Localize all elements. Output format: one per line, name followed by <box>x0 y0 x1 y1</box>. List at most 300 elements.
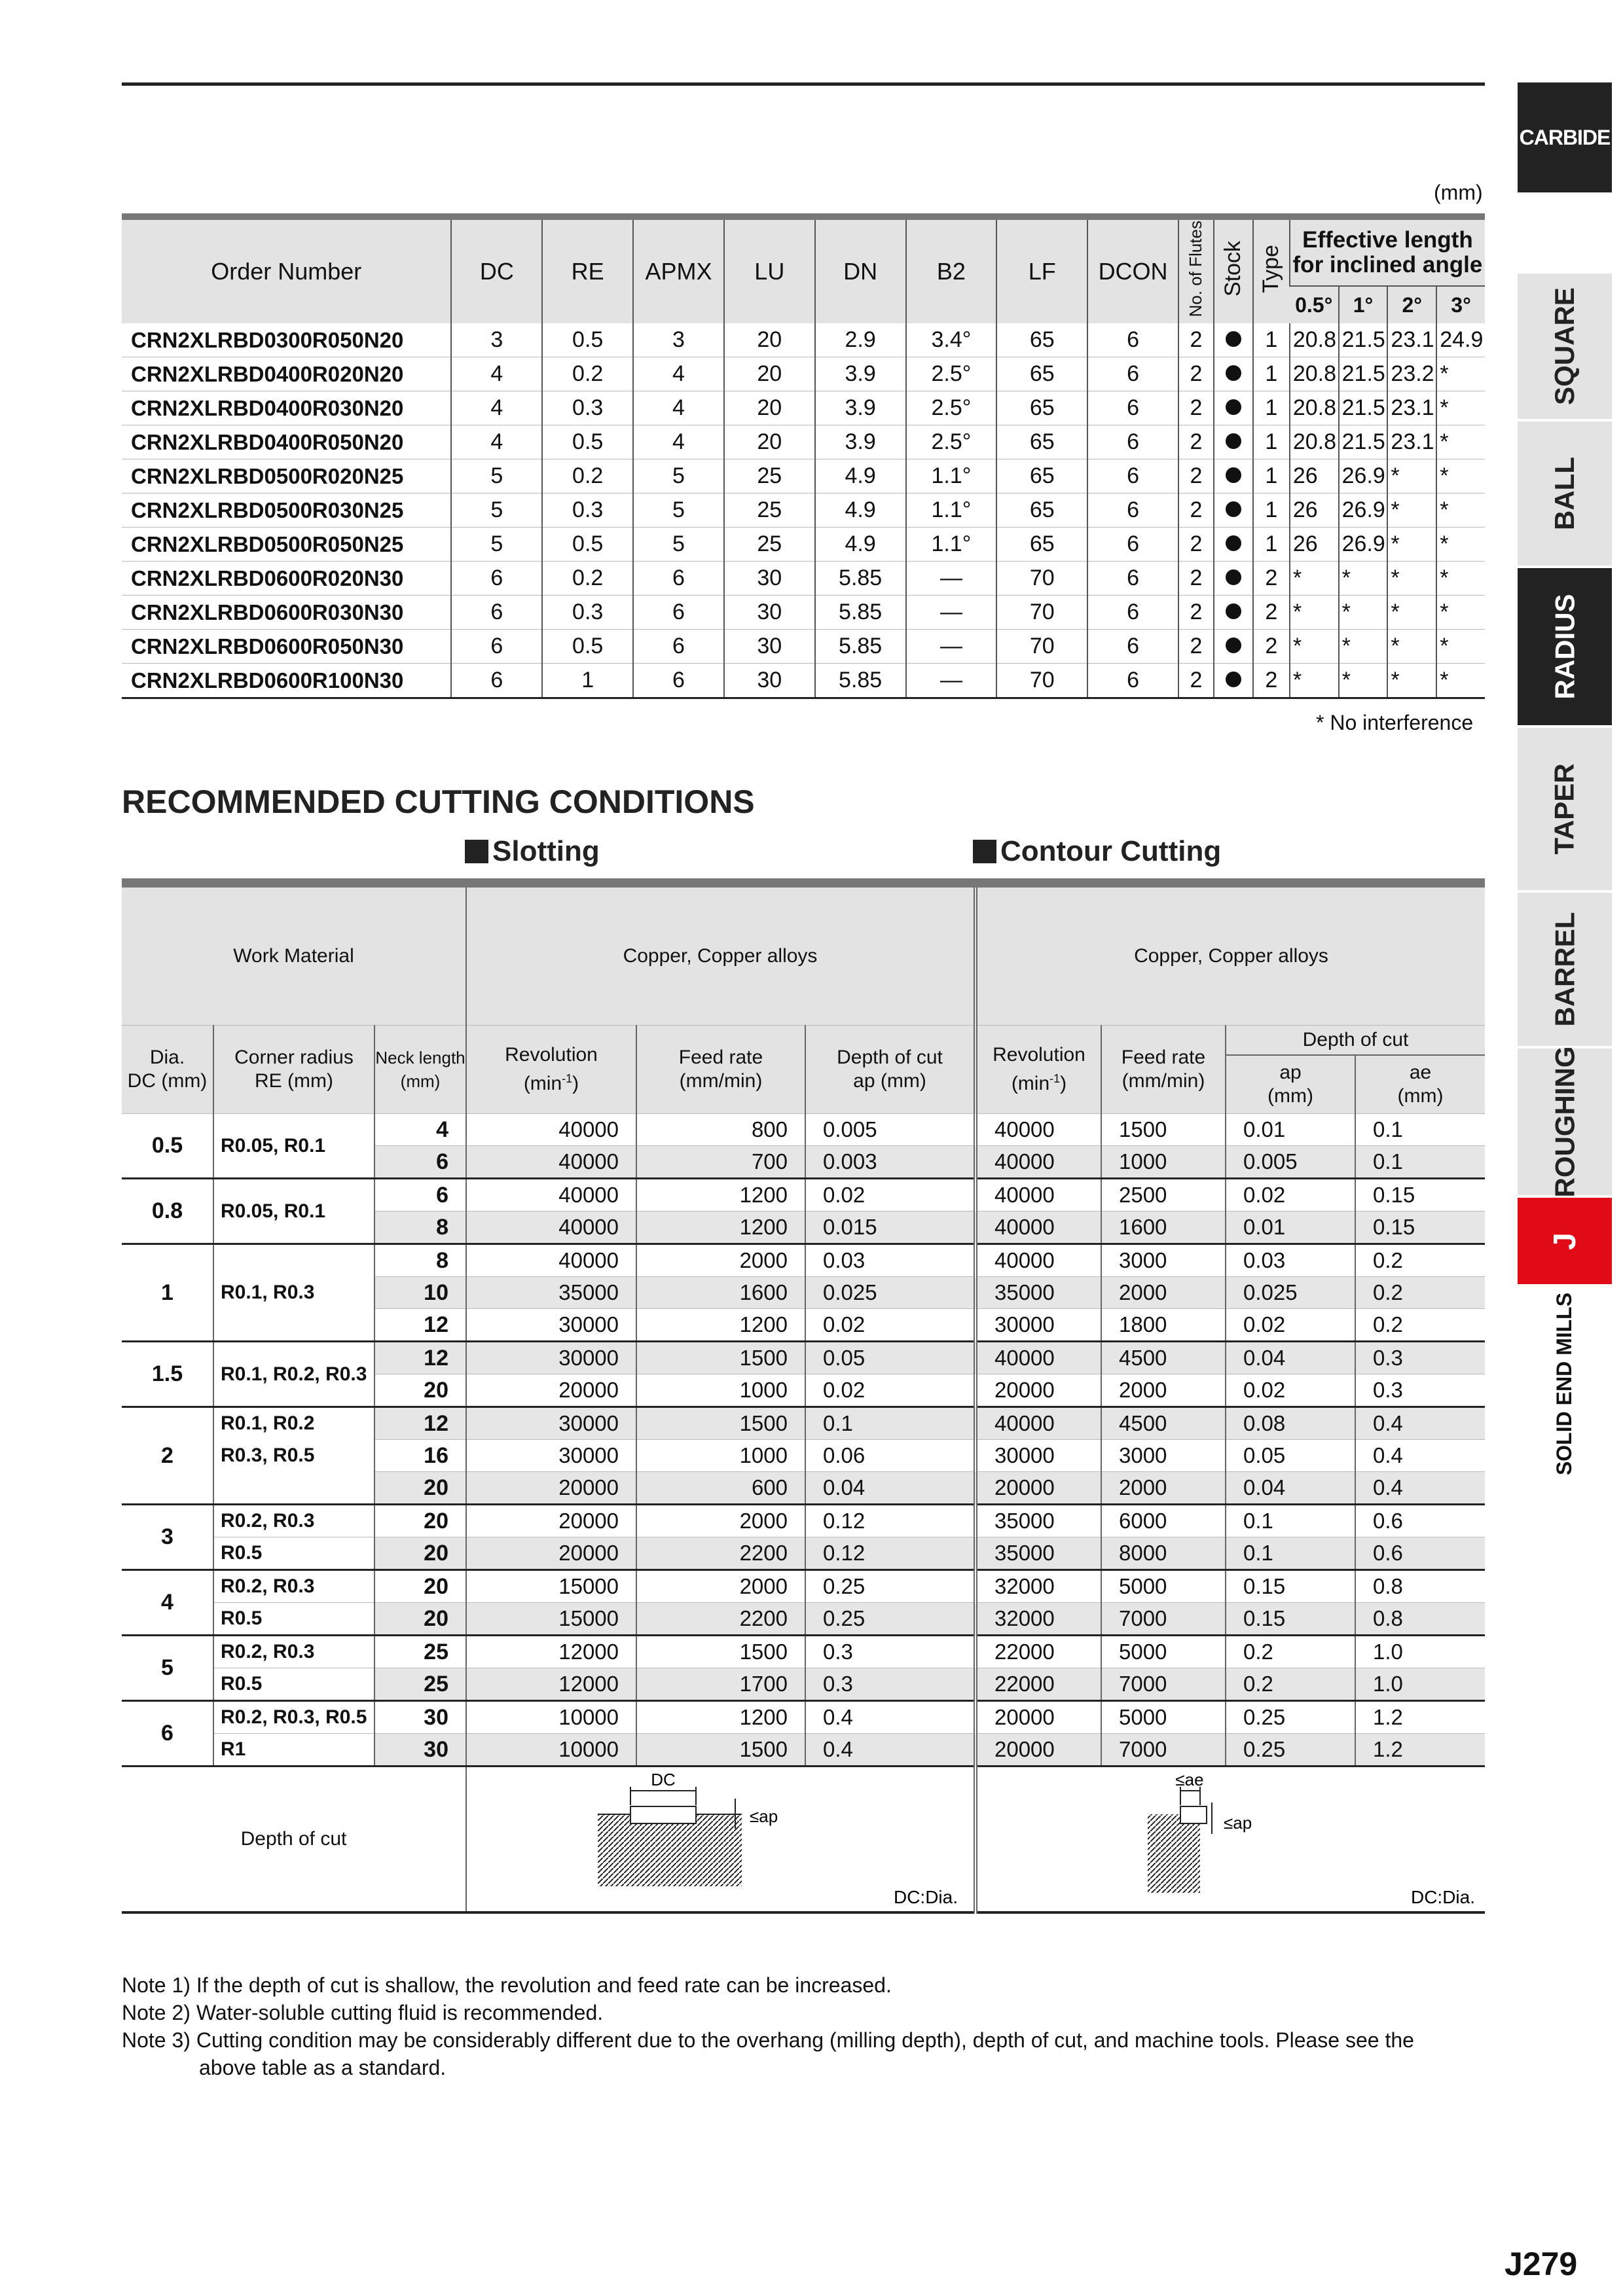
cell-crev: 40000 <box>976 1211 1101 1244</box>
cell-crev: 22000 <box>976 1636 1101 1668</box>
cell-cae: 0.15 <box>1355 1179 1485 1211</box>
product-table <box>122 213 1485 699</box>
cell-cfeed: 4500 <box>1101 1407 1226 1440</box>
cell-flutes: 2 <box>1178 323 1214 357</box>
work-material-label: Work Material <box>122 883 466 1026</box>
cell-stock <box>1214 323 1253 357</box>
ae-label: ≤ae <box>1175 1770 1204 1789</box>
cell-lu: 20 <box>724 323 815 357</box>
square-bullet-icon <box>973 840 996 863</box>
material-contour: Copper, Copper alloys <box>976 883 1485 1026</box>
cell-dc: 6 <box>451 562 542 596</box>
cell-flutes: 2 <box>1178 493 1214 528</box>
col-type-label: Type <box>1258 244 1284 293</box>
cell-lf: 65 <box>996 425 1087 459</box>
cell-dcon: 6 <box>1087 562 1178 596</box>
contour-diagram <box>977 1768 1482 1910</box>
cell-cfeed: 1600 <box>1101 1211 1226 1244</box>
cell-corner-radius: R0.5 <box>213 1668 374 1701</box>
material-slotting: Copper, Copper alloys <box>466 883 976 1026</box>
cell-feed: 2000 <box>636 1244 805 1277</box>
cell-dc: 4 <box>451 357 542 391</box>
cell-neck: 20 <box>374 1505 466 1537</box>
cell-lu: 25 <box>724 493 815 528</box>
cell-crev: 20000 <box>976 1472 1101 1505</box>
cell-dia: 1.5 <box>122 1342 213 1407</box>
cell-feed: 600 <box>636 1472 805 1505</box>
cell-b2: 2.5° <box>906 391 997 425</box>
hdr-ae-label: ae <box>1409 1062 1432 1083</box>
cell-lu: 25 <box>724 459 815 493</box>
cell-dn: 4.9 <box>815 528 906 562</box>
cell-type: 2 <box>1253 664 1290 698</box>
contour-heading <box>973 835 1221 868</box>
cell-corner-radius: R0.2, R0.3 <box>213 1570 374 1603</box>
cell-cae: 0.3 <box>1355 1374 1485 1407</box>
cutting-table-body <box>122 1114 1485 1767</box>
cell-stock <box>1214 459 1253 493</box>
hdr-contour-feed <box>1101 1026 1226 1114</box>
cell-feed: 2200 <box>636 1537 805 1570</box>
contour-diagram-cell <box>976 1767 1485 1913</box>
cell-dcon: 6 <box>1087 528 1178 562</box>
cell-feed: 1200 <box>636 1179 805 1211</box>
cell-lf: 65 <box>996 459 1087 493</box>
cell-cae: 1.0 <box>1355 1668 1485 1701</box>
cell-cae: 0.4 <box>1355 1440 1485 1472</box>
note-2: Note 2) Water-soluble cutting fluid is recommended. <box>122 2001 604 2024</box>
cell-type: 2 <box>1253 596 1290 630</box>
cell-cfeed: 2000 <box>1101 1472 1226 1505</box>
cell-rev: 12000 <box>466 1636 636 1668</box>
slotting-label: Slotting <box>492 835 600 867</box>
cell-feed: 1200 <box>636 1309 805 1342</box>
cell-ap: 0.3 <box>805 1636 976 1668</box>
condition-row <box>122 1668 1485 1701</box>
condition-row <box>122 1603 1485 1636</box>
cell-feed: 1500 <box>636 1734 805 1767</box>
cell-cap: 0.15 <box>1226 1570 1355 1603</box>
cell-dcon: 6 <box>1087 357 1178 391</box>
cell-stock <box>1214 664 1253 698</box>
cell-feed: 1500 <box>636 1407 805 1440</box>
cell-eff-2: * <box>1387 493 1436 528</box>
cell-rev: 10000 <box>466 1701 636 1734</box>
col-stock <box>1214 217 1253 323</box>
condition-row <box>122 1701 1485 1734</box>
cell-eff-05: 20.8 <box>1290 425 1339 459</box>
cell-neck: 6 <box>374 1179 466 1211</box>
cell-crev: 40000 <box>976 1244 1101 1277</box>
tab-barrel[interactable] <box>1518 893 1612 1049</box>
cell-crev: 35000 <box>976 1277 1101 1309</box>
cell-cae: 1.2 <box>1355 1734 1485 1767</box>
cell-ap: 0.4 <box>805 1701 976 1734</box>
condition-row <box>122 1472 1485 1505</box>
cell-cae: 0.6 <box>1355 1505 1485 1537</box>
cell-cae: 0.15 <box>1355 1211 1485 1244</box>
product-row <box>122 528 1485 562</box>
tab-spacer <box>1518 195 1612 274</box>
cell-cfeed: 6000 <box>1101 1505 1226 1537</box>
col-flutes-label: No. of Flutes <box>1186 221 1206 317</box>
cell-neck: 25 <box>374 1668 466 1701</box>
cell-flutes: 2 <box>1178 357 1214 391</box>
cell-dia: 2 <box>122 1407 213 1505</box>
cell-rev: 40000 <box>466 1114 636 1146</box>
stock-bullet-icon <box>1226 399 1241 415</box>
product-row <box>122 596 1485 630</box>
cell-lf: 65 <box>996 323 1087 357</box>
stock-bullet-icon <box>1226 501 1241 517</box>
dc-label: DC <box>651 1770 676 1789</box>
cell-corner-radius: R0.2, R0.3 <box>213 1636 374 1668</box>
cell-cfeed: 4500 <box>1101 1342 1226 1374</box>
hdr-cr-unit: RE (mm) <box>255 1070 333 1092</box>
cell-ap: 0.003 <box>805 1146 976 1179</box>
cell-b2: — <box>906 664 997 698</box>
cell-eff-3: * <box>1436 596 1485 630</box>
cell-neck: 20 <box>374 1472 466 1505</box>
cell-order-number: CRN2XLRBD0600R050N30 <box>122 630 451 664</box>
cell-cae: 0.1 <box>1355 1146 1485 1179</box>
hdr-dia-label: Dia. <box>149 1047 185 1068</box>
cell-feed: 1700 <box>636 1668 805 1701</box>
cell-cfeed: 7000 <box>1101 1603 1226 1636</box>
cell-ap: 0.1 <box>805 1407 976 1440</box>
cell-dc: 3 <box>451 323 542 357</box>
cell-eff-05: 26 <box>1290 459 1339 493</box>
cell-rev: 35000 <box>466 1277 636 1309</box>
hdr-ae <box>1355 1055 1485 1114</box>
cell-feed: 1200 <box>636 1211 805 1244</box>
cell-lu: 30 <box>724 562 815 596</box>
stock-bullet-icon <box>1226 331 1241 347</box>
cell-order-number: CRN2XLRBD0400R030N20 <box>122 391 451 425</box>
cell-eff-3: * <box>1436 459 1485 493</box>
cell-cfeed: 3000 <box>1101 1440 1226 1472</box>
col-flutes <box>1178 217 1214 323</box>
cell-b2: — <box>906 562 997 596</box>
cell-type: 1 <box>1253 459 1290 493</box>
cell-eff-2: * <box>1387 459 1436 493</box>
cell-lf: 65 <box>996 528 1087 562</box>
cell-type: 1 <box>1253 391 1290 425</box>
condition-row <box>122 1734 1485 1767</box>
stock-bullet-icon <box>1226 433 1241 449</box>
cell-b2: 1.1° <box>906 459 997 493</box>
cell-lf: 65 <box>996 357 1087 391</box>
cell-cap: 0.2 <box>1226 1636 1355 1668</box>
cell-dn: 4.9 <box>815 459 906 493</box>
cell-ap: 0.005 <box>805 1114 976 1146</box>
tool-profile <box>1180 1806 1207 1823</box>
cell-dcon: 6 <box>1087 493 1178 528</box>
cell-flutes: 2 <box>1178 562 1214 596</box>
cell-cfeed: 7000 <box>1101 1734 1226 1767</box>
cell-type: 1 <box>1253 425 1290 459</box>
tab-ball[interactable] <box>1518 422 1612 568</box>
tab-taper[interactable] <box>1518 728 1612 893</box>
hdr-feed-rate <box>636 1026 805 1114</box>
cell-cap: 0.08 <box>1226 1407 1355 1440</box>
product-row <box>122 391 1485 425</box>
cell-lu: 30 <box>724 664 815 698</box>
cell-apmx: 3 <box>633 323 724 357</box>
cell-flutes: 2 <box>1178 528 1214 562</box>
cell-rev: 30000 <box>466 1309 636 1342</box>
cell-eff-2: * <box>1387 664 1436 698</box>
cell-order-number: CRN2XLRBD0400R020N20 <box>122 357 451 391</box>
cell-eff-3: * <box>1436 664 1485 698</box>
cell-dc: 5 <box>451 459 542 493</box>
cell-apmx: 6 <box>633 596 724 630</box>
cell-eff-3: * <box>1436 528 1485 562</box>
cell-flutes: 2 <box>1178 459 1214 493</box>
cell-dc: 6 <box>451 596 542 630</box>
cell-dia: 0.8 <box>122 1179 213 1244</box>
cell-dn: 4.9 <box>815 493 906 528</box>
hdr-crev-unit: $(\min^{-1})$ <box>1011 1072 1067 1094</box>
cell-dn: 5.85 <box>815 630 906 664</box>
cell-eff-2: * <box>1387 562 1436 596</box>
cell-corner-radius: R0.5 <box>213 1603 374 1636</box>
square-bullet-icon <box>465 840 488 863</box>
cell-cap: 0.01 <box>1226 1211 1355 1244</box>
cell-corner-radius <box>213 1472 374 1505</box>
tab-solid-end-mills <box>1518 1287 1612 1480</box>
cell-b2: — <box>906 596 997 630</box>
tab-radius-label: RADIUS <box>1549 594 1580 700</box>
cell-corner-radius: R0.1, R0.2 <box>213 1407 374 1440</box>
cell-corner-radius: R0.3, R0.5 <box>213 1440 374 1472</box>
cell-stock <box>1214 562 1253 596</box>
product-row <box>122 459 1485 493</box>
cell-cap: 0.025 <box>1226 1277 1355 1309</box>
tab-j[interactable] <box>1518 1198 1612 1287</box>
hdr-doc-label: Depth of cut <box>837 1047 943 1068</box>
stock-bullet-icon <box>1226 603 1241 619</box>
cell-cfeed: 2000 <box>1101 1374 1226 1407</box>
cell-dn: 3.9 <box>815 391 906 425</box>
cell-crev: 32000 <box>976 1603 1101 1636</box>
cell-type: 1 <box>1253 528 1290 562</box>
hdr-rev-unit: $(\min^{-1})$ <box>523 1072 579 1094</box>
cell-corner-radius: R0.2, R0.3 <box>213 1505 374 1537</box>
cell-type: 1 <box>1253 493 1290 528</box>
cell-crev: 35000 <box>976 1537 1101 1570</box>
cell-re: 0.3 <box>542 596 633 630</box>
slotting-heading <box>465 835 600 868</box>
stock-bullet-icon <box>1226 365 1241 381</box>
cell-eff-3: * <box>1436 357 1485 391</box>
hdr-dia <box>122 1026 213 1114</box>
tab-radius[interactable] <box>1518 568 1612 728</box>
cell-cap: 0.01 <box>1226 1114 1355 1146</box>
cell-ap: 0.03 <box>805 1244 976 1277</box>
cell-neck: 8 <box>374 1244 466 1277</box>
hdr-feed-unit: (mm/min) <box>679 1070 763 1092</box>
cell-dn: 3.9 <box>815 425 906 459</box>
cell-type: 1 <box>1253 323 1290 357</box>
note-1: Note 1) If the depth of cut is shallow, the revolution and feed rate can be increased. <box>122 1973 892 1997</box>
cell-crev: 22000 <box>976 1668 1101 1701</box>
dia-note: DC:Dia. <box>1410 1887 1475 1907</box>
cell-neck: 30 <box>374 1734 466 1767</box>
col-dn: DN <box>815 217 906 323</box>
cell-corner-radius: R0.5 <box>213 1537 374 1570</box>
col-order-number: Order Number <box>122 217 451 323</box>
cell-rev: 30000 <box>466 1440 636 1472</box>
cell-dia: 5 <box>122 1636 213 1701</box>
cell-re: 0.3 <box>542 493 633 528</box>
cell-rev: 15000 <box>466 1570 636 1603</box>
cell-apmx: 6 <box>633 562 724 596</box>
cell-dn: 3.9 <box>815 357 906 391</box>
hdr-cfeed-unit: (mm/min) <box>1122 1070 1205 1092</box>
cell-eff-05: 26 <box>1290 528 1339 562</box>
cell-ap: 0.25 <box>805 1570 976 1603</box>
cell-b2: 2.5° <box>906 425 997 459</box>
cell-cfeed: 1500 <box>1101 1114 1226 1146</box>
cell-ap: 0.05 <box>805 1342 976 1374</box>
cell-dc: 4 <box>451 425 542 459</box>
cell-flutes: 2 <box>1178 391 1214 425</box>
tab-roughing-label: ROUGHING <box>1549 1046 1580 1198</box>
cell-crev: 40000 <box>976 1146 1101 1179</box>
cell-cap: 0.04 <box>1226 1342 1355 1374</box>
cell-lu: 20 <box>724 357 815 391</box>
cell-cfeed: 7000 <box>1101 1668 1226 1701</box>
cell-eff-1: * <box>1339 596 1388 630</box>
cell-lu: 20 <box>724 425 815 459</box>
col-stock-label: Stock <box>1220 241 1246 297</box>
hdr-cfeed-label: Feed rate <box>1121 1047 1206 1068</box>
cell-b2: — <box>906 630 997 664</box>
cell-re: 0.2 <box>542 459 633 493</box>
cell-dc: 5 <box>451 493 542 528</box>
cell-eff-05: 20.8 <box>1290 357 1339 391</box>
condition-row <box>122 1179 1485 1211</box>
cell-lf: 65 <box>996 391 1087 425</box>
hdr-feed-label: Feed rate <box>678 1047 763 1068</box>
cell-corner-radius: R0.2, R0.3, R0.5 <box>213 1701 374 1734</box>
col-angle-1: 1° <box>1339 286 1388 323</box>
cell-eff-1: 26.9 <box>1339 459 1388 493</box>
cell-cfeed: 1800 <box>1101 1309 1226 1342</box>
cell-neck: 12 <box>374 1309 466 1342</box>
tab-square-label: SQUARE <box>1549 287 1580 405</box>
page-number: J279 <box>1504 2246 1578 2282</box>
cell-cae: 0.2 <box>1355 1277 1485 1309</box>
cell-crev: 30000 <box>976 1309 1101 1342</box>
cell-eff-2: * <box>1387 630 1436 664</box>
cell-cae: 0.6 <box>1355 1537 1485 1570</box>
cell-ap: 0.02 <box>805 1309 976 1342</box>
cell-dia: 4 <box>122 1570 213 1636</box>
condition-row <box>122 1244 1485 1277</box>
workpiece-hatch <box>598 1814 742 1886</box>
cell-dia: 3 <box>122 1505 213 1570</box>
cell-re: 0.3 <box>542 391 633 425</box>
tab-carbide[interactable] <box>1518 82 1612 195</box>
cell-apmx: 4 <box>633 391 724 425</box>
slotting-diagram <box>467 1768 964 1910</box>
cell-order-number: CRN2XLRBD0600R020N30 <box>122 562 451 596</box>
cell-eff-3: * <box>1436 562 1485 596</box>
cell-eff-2: 23.1 <box>1387 323 1436 357</box>
stock-bullet-icon <box>1226 467 1241 483</box>
cell-cfeed: 2500 <box>1101 1179 1226 1211</box>
tab-taper-label: TAPER <box>1548 763 1580 855</box>
hdr-ae-unit: (mm) <box>1397 1085 1444 1107</box>
tab-square[interactable] <box>1518 274 1612 422</box>
notes <box>122 1971 1414 2081</box>
cell-flutes: 2 <box>1178 630 1214 664</box>
tab-roughing[interactable] <box>1518 1046 1612 1198</box>
cell-order-number: CRN2XLRBD0500R050N25 <box>122 528 451 562</box>
section-title: RECOMMENDED CUTTING CONDITIONS <box>122 783 755 820</box>
cell-cap: 0.25 <box>1226 1701 1355 1734</box>
cell-dc: 5 <box>451 528 542 562</box>
hdr-neck-label: Neck length <box>375 1048 465 1067</box>
cell-cap: 0.03 <box>1226 1244 1355 1277</box>
cell-cfeed: 5000 <box>1101 1701 1226 1734</box>
cell-apmx: 5 <box>633 459 724 493</box>
cell-dcon: 6 <box>1087 664 1178 698</box>
cell-apmx: 6 <box>633 664 724 698</box>
cell-order-number: CRN2XLRBD0500R030N25 <box>122 493 451 528</box>
cell-type: 2 <box>1253 630 1290 664</box>
cell-neck: 20 <box>374 1570 466 1603</box>
cell-dc: 4 <box>451 391 542 425</box>
condition-row <box>122 1505 1485 1537</box>
cell-neck: 12 <box>374 1342 466 1374</box>
cell-rev: 40000 <box>466 1211 636 1244</box>
cell-feed: 2000 <box>636 1570 805 1603</box>
cell-corner-radius: R0.1, R0.3 <box>213 1244 374 1342</box>
cell-dc: 6 <box>451 630 542 664</box>
cell-flutes: 2 <box>1178 664 1214 698</box>
tab-solid-label: SOLID END MILLS <box>1552 1292 1577 1475</box>
cell-crev: 40000 <box>976 1342 1101 1374</box>
cell-stock <box>1214 596 1253 630</box>
cell-rev: 20000 <box>466 1374 636 1407</box>
cell-lu: 30 <box>724 630 815 664</box>
cell-eff-1: * <box>1339 630 1388 664</box>
hdr-contour-depth: Depth of cut <box>1226 1026 1485 1056</box>
cell-re: 0.2 <box>542 562 633 596</box>
cell-cae: 0.3 <box>1355 1342 1485 1374</box>
cell-cap: 0.15 <box>1226 1603 1355 1636</box>
cell-eff-2: * <box>1387 528 1436 562</box>
cell-eff-05: 20.8 <box>1290 323 1339 357</box>
hdr-dia-unit: DC (mm) <box>127 1070 208 1092</box>
cell-feed: 1500 <box>636 1636 805 1668</box>
cell-neck: 20 <box>374 1603 466 1636</box>
cell-ap: 0.02 <box>805 1179 976 1211</box>
cell-eff-1: * <box>1339 562 1388 596</box>
depth-diagram-row <box>122 1767 1485 1913</box>
product-row <box>122 357 1485 391</box>
work-material-row <box>122 883 1485 1026</box>
cell-lf: 65 <box>996 493 1087 528</box>
hdr-depth-of-cut <box>805 1026 976 1114</box>
cell-dcon: 6 <box>1087 425 1178 459</box>
cell-eff-2: * <box>1387 596 1436 630</box>
hdr-doc-unit: ap (mm) <box>853 1070 926 1092</box>
cell-rev: 10000 <box>466 1734 636 1767</box>
